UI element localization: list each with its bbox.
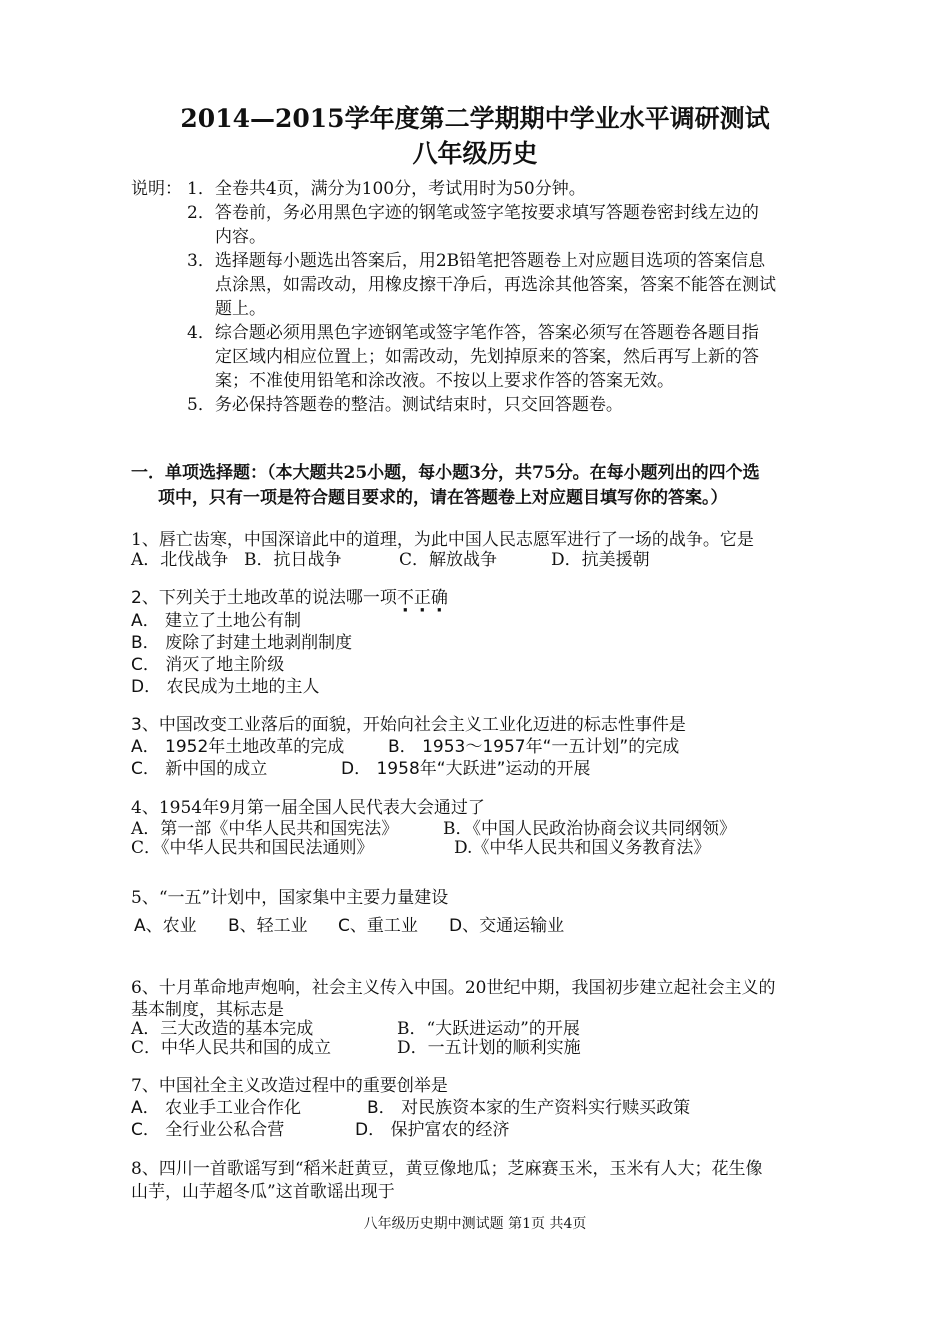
question-4-option-c: C．《中华人民共和国民法通则》 bbox=[131, 838, 374, 858]
notes-label: 说明： bbox=[131, 179, 182, 199]
question-7-option-d: D． 保护富农的经济 bbox=[355, 1120, 510, 1140]
question-3-stem: 3、中国改变工业落后的面貌，开始向社会主义工业化迈进的标志性事件是 bbox=[131, 715, 686, 735]
question-2-option-d: D． 农民成为土地的主人 bbox=[131, 677, 320, 697]
question-5-option-a: A、农业 bbox=[134, 916, 197, 936]
question-7-option-c: C． 全行业公私合营 bbox=[131, 1120, 285, 1140]
question-5-option-d: D、交通运输业 bbox=[449, 916, 565, 936]
page-footer: 八年级历史期中测试题 第1页 共4页 bbox=[363, 1216, 587, 1232]
question-3-option-c: C． 新中国的成立 bbox=[131, 759, 268, 779]
question-2-option-a: A． 建立了土地公有制 bbox=[131, 611, 302, 631]
question-3-option-a: A． 1952年土地改革的完成 bbox=[131, 737, 345, 757]
note-3-line-3: 题上。 bbox=[215, 299, 266, 319]
question-2-option-c: C． 消灭了地主阶级 bbox=[131, 655, 285, 675]
question-8-stem-line-1: 8、四川一首歌谣写到“稻米赶黄豆，黄豆像地瓜；芝麻赛玉米，玉米有人大；花生像 bbox=[131, 1159, 763, 1179]
emphasis-char: 不 bbox=[396, 588, 414, 608]
question-5-option-b: B、轻工业 bbox=[228, 916, 308, 936]
question-6-option-b: B．“大跃进运动”的开展 bbox=[397, 1019, 580, 1039]
question-7-option-b: B． 对民族资本家的生产资料实行赎买政策 bbox=[367, 1098, 691, 1118]
question-1-option-a: A．北伐战争 bbox=[131, 550, 229, 570]
question-7-stem: 7、中国社全主义改造过程中的重要创举是 bbox=[131, 1076, 448, 1096]
section-heading-line-1: 一．单项选择题：（本大题共25小题，每小题3分，共75分。在每小题列出的四个选 bbox=[131, 463, 760, 483]
question-1-stem: 1、唇亡齿寒，中国深谙此中的道理，为此中国人民志愿军进行了一场的战争。它是 bbox=[131, 530, 754, 550]
question-3-option-d: D． 1958年“大跃进”运动的开展 bbox=[341, 759, 591, 779]
question-2-option-b: B． 废除了封建土地剥削制度 bbox=[131, 633, 353, 653]
question-5-stem: 5、“一五”计划中，国家集中主要力量建设 bbox=[131, 888, 449, 908]
question-7-option-a: A． 农业手工业合作化 bbox=[131, 1098, 302, 1118]
question-1-option-d: D．抗美援朝 bbox=[551, 550, 650, 570]
section-heading-line-2: 项中，只有一项是符合题目要求的，请在答题卷上对应题目填写你的答案。） bbox=[158, 488, 728, 508]
note-4-line-2: 定区域内相应位置上；如需改动，先划掉原来的答案，然后再写上新的答 bbox=[215, 347, 759, 367]
note-2-line-1: 2．答卷前，务必用黑色字迹的钢笔或签字笔按要求填写答题卷密封线左边的 bbox=[187, 203, 759, 223]
note-4-line-1: 4．综合题必须用黑色字迹钢笔或签字笔作答，答案必须写在答题卷各题目指 bbox=[187, 323, 759, 343]
exam-title: 2014—2015学年度第二学期期中学业水平调研测试 bbox=[180, 104, 770, 133]
question-6-option-c: C．中华人民共和国的成立 bbox=[131, 1038, 332, 1058]
note-1: 1．全卷共4页，满分为100分，考试用时为50分钟。 bbox=[187, 179, 586, 199]
emphasis-char: 确 bbox=[430, 588, 448, 608]
question-6-option-d: D．一五计划的顺利实施 bbox=[397, 1038, 581, 1058]
question-4-option-b: B．《中国人民政治协商会议共同纲领》 bbox=[443, 819, 736, 839]
note-3-line-2: 点涂黑，如需改动，用橡皮擦干净后，再选涂其他答案，答案不能答在测试 bbox=[215, 275, 776, 295]
question-1-option-b: B．抗日战争 bbox=[244, 550, 342, 570]
note-3-line-1: 3．选择题每小题选出答案后，用2B铅笔把答题卷上对应题目选项的答案信息 bbox=[187, 251, 766, 271]
note-4-line-3: 案；不准使用铅笔和涂改液。不按以上要求作答的答案无效。 bbox=[215, 371, 674, 391]
question-5-option-c: C、重工业 bbox=[338, 916, 418, 936]
question-8-stem-line-2: 山芋，山芋超冬瓜”这首歌谣出现于 bbox=[131, 1182, 395, 1202]
question-2-stem bbox=[131, 587, 448, 609]
question-4-stem: 4、1954年9月第一届全国人民代表大会通过了 bbox=[131, 798, 485, 818]
question-1-option-c: C．解放战争 bbox=[399, 550, 498, 570]
question-4-option-d: D.《中华人民共和国义务教育法》 bbox=[454, 838, 711, 858]
question-2-stem-text: 2、下列关于土地改革的说法哪一项 bbox=[131, 588, 397, 608]
question-6-stem-line-2: 基本制度，其标志是 bbox=[131, 1000, 284, 1020]
exam-subtitle: 八年级历史 bbox=[412, 139, 538, 168]
note-2-line-2: 内容。 bbox=[215, 227, 266, 247]
question-6-option-a: A．三大改造的基本完成 bbox=[131, 1019, 314, 1039]
question-3-option-b: B． 1953～1957年“一五计划”的完成 bbox=[388, 737, 680, 757]
emphasis-char: 正 bbox=[413, 588, 431, 608]
note-5: 5．务必保持答题卷的整洁。测试结束时，只交回答题卷。 bbox=[187, 395, 623, 415]
question-6-stem-line-1: 6、十月革命地声炮响，社会主义传入中国。20世纪中期，我国初步建立起社会主义的 bbox=[131, 978, 776, 998]
question-4-option-a: A．第一部《中华人民共和国宪法》 bbox=[131, 819, 399, 839]
